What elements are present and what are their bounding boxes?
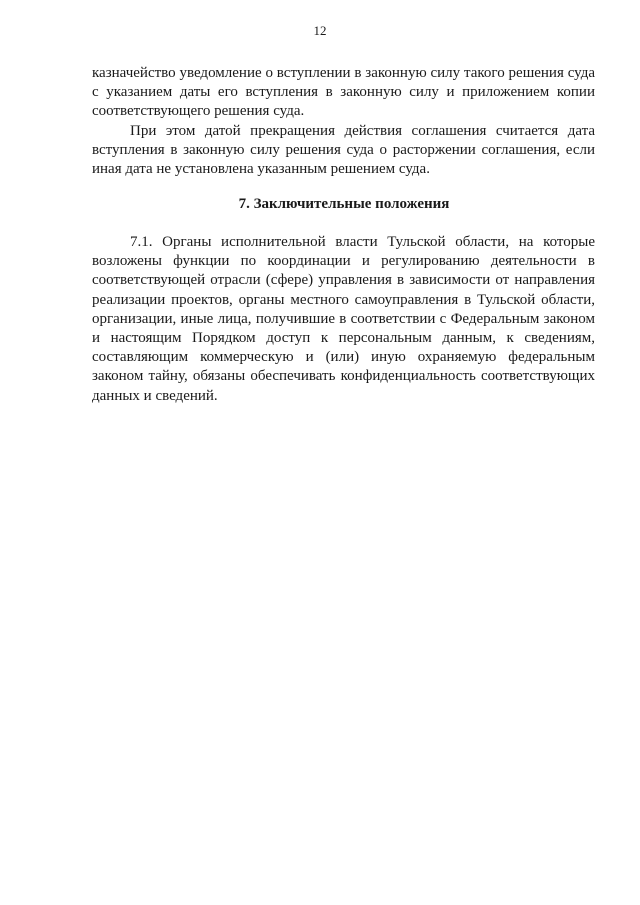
paragraph-line: соответствующего решения суда. [92, 103, 305, 120]
paragraph-line: казначейство уведомление о вступлении в законную силу такого решения суда [92, 65, 595, 81]
section-heading: 7. Заключительные положения [238, 196, 450, 212]
paragraph-line: соответствующей отрасли (сфере) управления в зависимости от направления [92, 272, 595, 289]
paragraph-line: возложены функции по координации и регулированию деятельности в [92, 253, 595, 270]
paragraph-line: реализации проектов, органы местного самоуправления в Тульской области, [92, 291, 595, 308]
paragraph-line: 7.1. Органы исполнительной власти Тульской области, на которые [130, 234, 595, 250]
paragraph-termination-date [92, 122, 595, 180]
paragraph-line: организации, иные лица, получившие в соответствии с Федеральным законом [92, 310, 595, 327]
paragraph-line: вступления в законную силу решения суда о расторжении соглашения, если [92, 142, 595, 159]
paragraph-line: составляющим коммерческую и (или) иную охраняемую федеральным [92, 349, 595, 366]
paragraph-line: данных и сведений. [92, 387, 218, 404]
paragraph-7-1 [92, 233, 595, 406]
paragraph-court-notification [92, 64, 595, 122]
paragraph-line: законом тайну, обязаны обеспечивать конфиденциальность соответствующих [92, 368, 595, 385]
paragraph-line: иная дата не установлена указанным решением суда. [92, 161, 430, 178]
page-number: 12 [313, 23, 327, 38]
paragraph-line: и настоящим Порядком доступ к персональным данным, к сведениям, [92, 329, 595, 346]
paragraph-line: с указанием даты его вступления в законную силу и приложением копии [92, 84, 595, 101]
paragraph-line: При этом датой прекращения действия соглашения считается дата [130, 123, 595, 139]
